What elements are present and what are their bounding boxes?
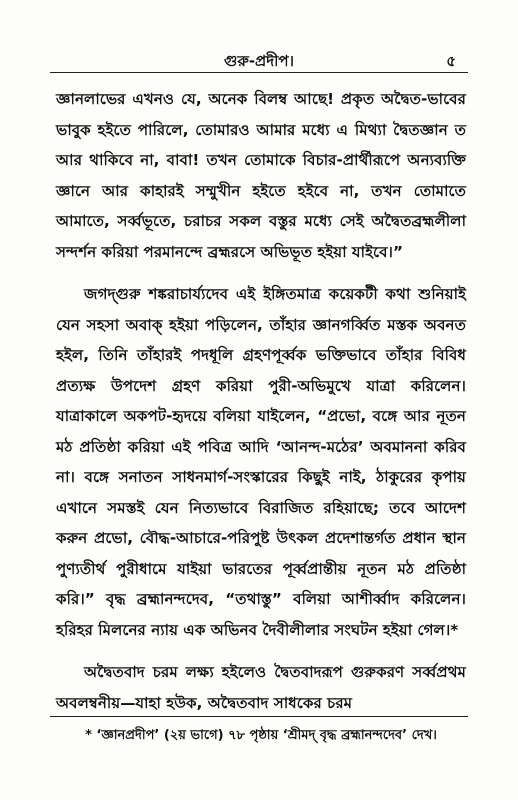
paragraph-2: জগদ্‌গুরু শঙ্করাচার্য্যদেব এই ইঙ্গিতমাত্র কয়েকটী কথা শুনিয়াই যেন সহসা অবাক্‌ হইয়া পড়িলেন, তাঁহার জ্ঞানগর্ব্বিত মস্তক অবনত হইল, তিনি তাঁহারই পদধূলি গ্রহণপূর্ব্বক ভক্তিভাবে তাঁহার বিবিধ প্রত্যক্ষ উপদেশ গ্রহণ করিয়া পুরী-অভিমুখে যাত্রা করিলেন। যাত্রাকালে অকপট-হৃদয়ে বলিয়া যাইলেন, “প্রভো, বঙ্গে আর নূতন মঠ প্রতিষ্ঠা করিয়া এই পবিত্র আদি ‘আনন্দ-মঠের’ অবমাননা করিব না। বঙ্গে সনাতন সাধনমার্গ-সংস্কারের কিছুই নাই, ঠাকুরের কৃপায় এখানে সমস্তই যেন নিত্যভাবে বিরাজিত রহিয়াছে; তবে আদেশ করুন প্রভো, বৌদ্ধ-আচারে-পরিপুষ্ট উৎকল প্রদেশান্তর্গত প্রধান স্থান পুণ্যতীর্থ পুরীধামে যাইয়া ভারতের পূর্ব্বপ্রান্তীয় নূতন মঠ প্রতিষ্ঠা করি।” বৃদ্ধ ব্রহ্মানন্দদেব, “তথাস্তু” বলিয়া আশীর্ব্বাদ করিলেন। হরিহর মিলনের ন্যায় এক অভিনব দৈবীলীলার সংঘটন হইয়া গেল।* <box>56 285 466 639</box>
body-text <box>56 84 466 718</box>
paragraph-3: অদ্বৈতবাদ চরম লক্ষ্য হইলেও দ্বৈতবাদরূপ গুরুকরণ সর্ব্বপ্রথম অবলম্বনীয়—যাহা হউক, অদ্বৈতবাদ সাধকের চরম <box>56 663 466 712</box>
page-header <box>0 50 518 72</box>
paragraph-1: জ্ঞানলাভের এখনও যে, অনেক বিলম্ব আছে! প্রকৃত অদ্বৈত-ভাবের ভাবুক হইতে পারিলে, তোমারও আমার মধ্যে এ মিথ্যা দ্বৈতজ্ঞান ত আর থাকিবে না, বাবা! তখন তোমাকে বিচার-প্রার্থীরূপে অন্যব্যক্তি জ্ঞানে আর কাহারই সম্মুখীন হইতে হইবে না, তখন তোমাতে আমাতে, সর্ব্বভূতে, চরাচর সকল বস্তুর মধ্যে সেই অদ্বৈতব্রহ্মলীলা সন্দর্শন করিয়া পরমানন্দে ব্রহ্মরসে অভিভূত হইয়া যাইবে।” <box>56 90 466 261</box>
header-rule <box>50 72 468 73</box>
footnote-rule <box>50 716 468 717</box>
footnote: * ‘জ্ঞানপ্রদীপ’ (২য় ভাগে) ৭৮ পৃষ্ঠায় ‘শ্রীমদ্‌ বৃদ্ধ ব্রহ্মানন্দদেব’ দেখ। <box>85 728 437 743</box>
page-number: ৫ <box>446 52 456 70</box>
running-title: গুরু-প্রদীপ। <box>224 52 294 70</box>
